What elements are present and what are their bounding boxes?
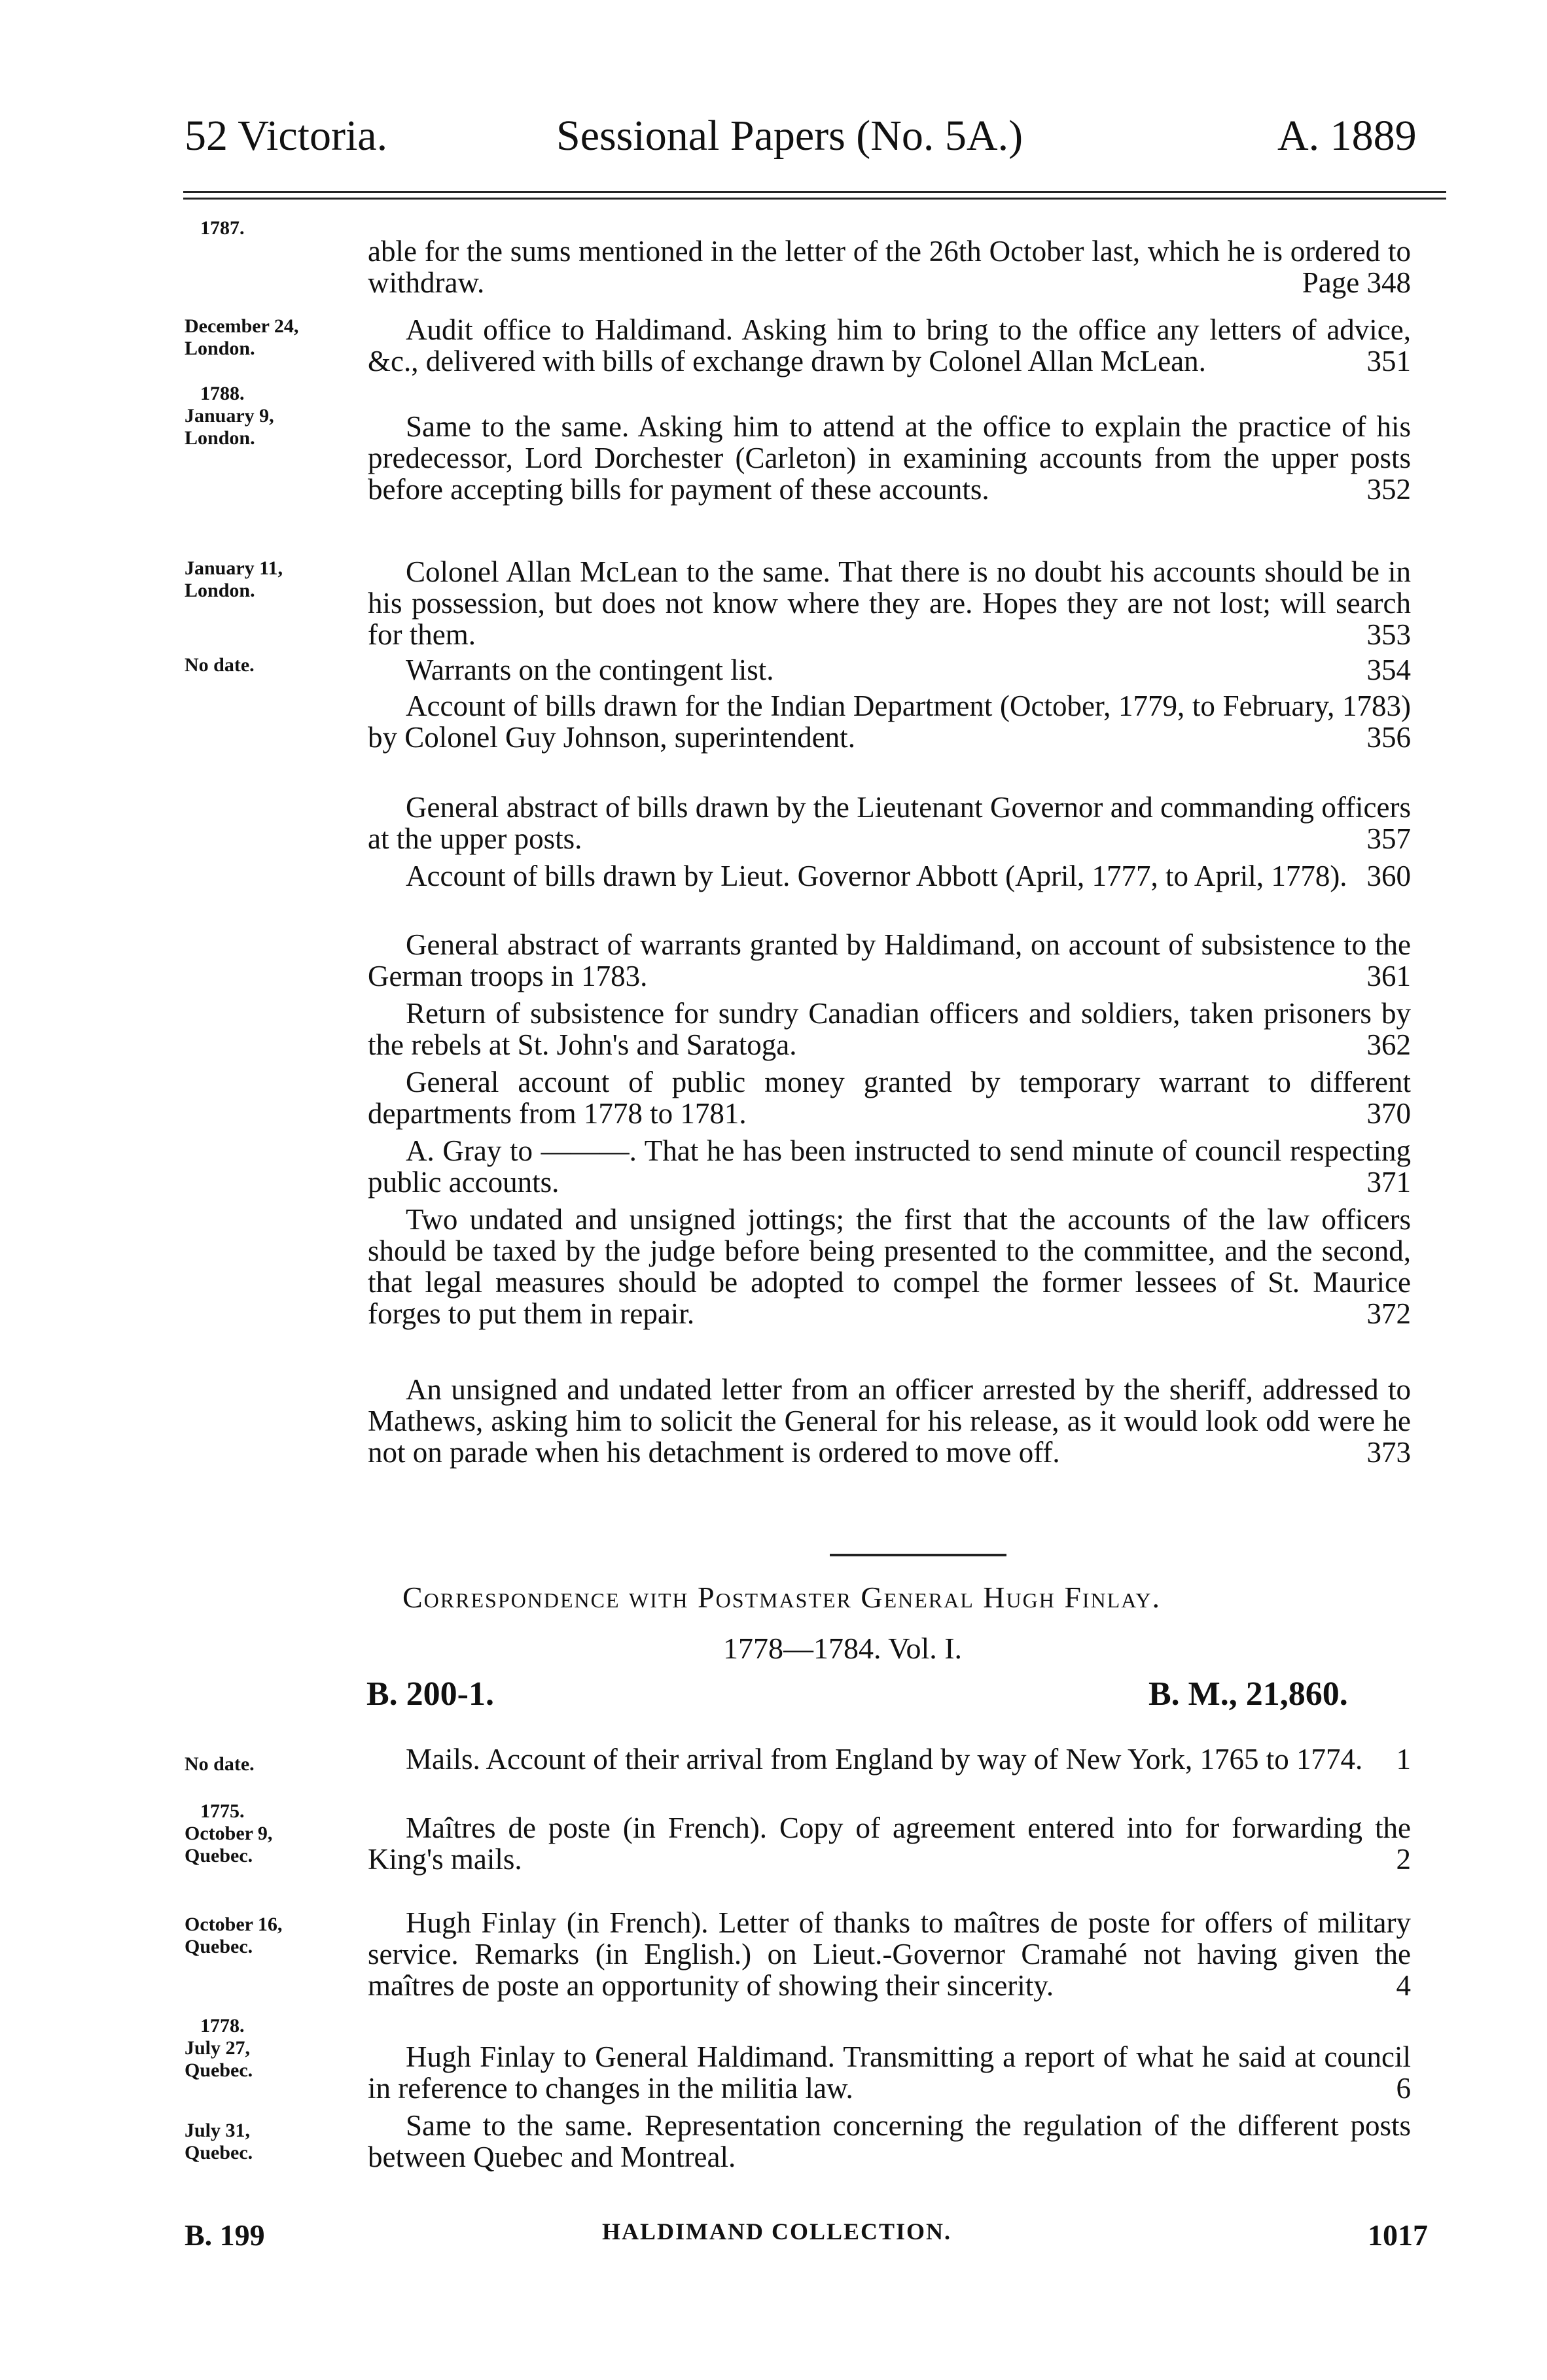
margin-note: No date. [185, 1753, 255, 1775]
margin-note: 1775. October 9, Quebec. [185, 1800, 273, 1866]
page-ref: Page 348 [1302, 266, 1411, 299]
page-ref: 373 [1366, 1436, 1411, 1469]
entry: Return of subsistence for sundry Canadian officers and soldiers, taken prisoners by the rebels at St. John's and Saratoga. 362 [368, 997, 1411, 1061]
section-divider [830, 1554, 1006, 1556]
footer-collection: HALDIMAND COLLECTION. [602, 2218, 952, 2245]
page-ref: 351 [1366, 345, 1411, 377]
section-ref-right: B. M., 21,860. [1148, 1675, 1348, 1713]
entry: Two undated and unsigned jottings; the first that the accounts of the law officers should be taxed by the judge before being presented to the committee, and the second, that legal measures should be adopted to compel the former lessees of St. Maurice forges to put them in repair. 372 [368, 1203, 1411, 1330]
page-ref: 353 [1366, 618, 1411, 651]
entry: Account of bills drawn by Lieut. Governor Abbott (April, 1777, to April, 1778). 360 [406, 860, 1411, 892]
margin-note: October 16, Quebec. [185, 1914, 283, 1957]
entry: Colonel Allan McLean to the same. That there is no doubt his accounts should be in his possession, but does not know where they are. Hopes they are not lost; will search for them. 353 [368, 555, 1411, 651]
entry: An unsigned and undated letter from an officer arrested by the sheriff, addressed to Mathews, asking him to solicit the General for his release, as it would look odd were he not on parade when his detachment is ordered to move off. 373 [368, 1373, 1411, 1469]
margin-note: No date. [185, 654, 255, 676]
header-rule-top [183, 191, 1446, 193]
page-ref: 372 [1366, 1297, 1411, 1330]
page-ref: 356 [1366, 721, 1411, 754]
page-ref: 357 [1366, 822, 1411, 855]
page-ref: 6 [1396, 2072, 1411, 2105]
entry: Hugh Finlay to General Haldimand. Transmitting a report of what he said at council in reference to changes in the militia law. 6 [368, 2040, 1411, 2105]
header-year: A. 1889 [1277, 112, 1417, 160]
page-ref: 2 [1396, 1843, 1411, 1876]
page-ref: 354 [1366, 654, 1411, 686]
section-subtitle: 1778—1784. Vol. I. [723, 1632, 963, 1665]
margin-note: 1788. January 9, London. [185, 383, 274, 449]
page-number: 1017 [1368, 2218, 1428, 2252]
page-ref: 1 [1396, 1743, 1411, 1776]
header-session: 52 Victoria. [185, 112, 388, 160]
section-ref-left: B. 200-1. [366, 1675, 494, 1713]
page-ref: 362 [1366, 1028, 1411, 1061]
entry: Audit office to Haldimand. Asking him to bring to the office any letters of advice, &c., delivered with bills of exchange drawn by Colonel Allan McLean. 351 [368, 313, 1411, 377]
header-rule-bottom [183, 198, 1446, 200]
entry: Same to the same. Asking him to attend at the office to explain the practice of his predecessor, Lord Dorchester (Carleton) in examining accounts from the upper posts before accepting bills for payment of these accounts. 352 [368, 410, 1411, 506]
page-ref: 370 [1366, 1097, 1411, 1130]
page-ref: 360 [1366, 860, 1411, 892]
page-ref: 352 [1366, 473, 1411, 506]
entry: Maîtres de poste (in French). Copy of agreement entered into for forwarding the King's mails. 2 [368, 1811, 1411, 1876]
header-title: Sessional Papers (No. 5A.) [556, 112, 1023, 160]
margin-note: 1778. July 27, Quebec. [185, 2015, 253, 2081]
entry: General abstract of warrants granted by Haldimand, on account of subsistence to the German troops in 1783. 361 [368, 928, 1411, 992]
entry: Account of bills drawn for the Indian Department (October, 1779, to February, 1783) by Colonel Guy Johnson, superintendent. 356 [368, 690, 1411, 754]
entry: General account of public money granted by temporary warrant to different departments from 1778 to 1781. 370 [368, 1066, 1411, 1130]
entry: A. Gray to ———. That he has been instructed to send minute of council respecting public accounts. 371 [368, 1134, 1411, 1199]
margin-note: 1787. [200, 217, 245, 239]
entry: Same to the same. Representation concerning the regulation of the different posts between Quebec and Montreal. [368, 2109, 1411, 2173]
margin-note: December 24, London. [185, 315, 299, 359]
entry: General abstract of bills drawn by the Lieutenant Governor and commanding officers at the upper posts. 357 [368, 791, 1411, 855]
entry: Hugh Finlay (in French). Letter of thanks to maîtres de poste for offers of military service. Remarks (in English.) on Lieut.-Governor Cramahé not having given the maîtres de poste an opportunity of showing their sincerity. 4 [368, 1906, 1411, 2002]
entry: Mails. Account of their arrival from England by way of New York, 1765 to 1774. 1 [406, 1743, 1411, 1776]
margin-note: January 11, London. [185, 557, 283, 601]
entry: able for the sums mentioned in the letter of the 26th October last, which he is ordered to withdraw. Page 348 [368, 235, 1411, 299]
entry: Warrants on the contingent list. 354 [406, 654, 1411, 686]
section-title: Correspondence with Postmaster General Hugh Finlay. [402, 1581, 1161, 1614]
footer-ref: B. 199 [185, 2218, 265, 2252]
page-ref: 4 [1396, 1969, 1411, 2002]
margin-note: July 31, Quebec. [185, 2120, 253, 2163]
page-ref: 361 [1366, 960, 1411, 992]
page-ref: 371 [1366, 1166, 1411, 1199]
